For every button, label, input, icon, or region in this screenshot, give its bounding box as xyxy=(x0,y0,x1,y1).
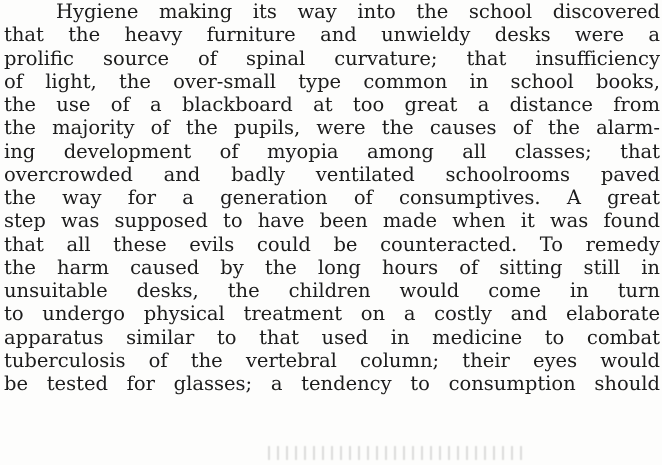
bleed-through-marks xyxy=(268,446,528,460)
text-line: the majority of the pupils, were the causes of the alarm- xyxy=(4,116,660,140)
text-line: Hygiene making its way into the school discovered xyxy=(56,0,660,23)
text-line: the use of a blackboard at too great a distance from xyxy=(4,93,660,116)
text-line: that all these evils could be counteracted. To remedy xyxy=(4,232,660,256)
text-line: to undergo physical treatment on a costly and elaborate xyxy=(4,302,660,326)
text-line: unsuitable desks, the children would come in turn xyxy=(4,279,660,302)
text-line: the harm caused by the long hours of sitting still in xyxy=(4,255,660,279)
text-line: prolific source of spinal curvature; that insufficiency xyxy=(4,46,660,70)
text-line: be tested for glasses; a tendency to consumption should xyxy=(4,372,660,395)
text-line: step was supposed to have been made when it was found xyxy=(4,209,660,233)
text-line: overcrowded and badly ventilated schoolrooms paved xyxy=(4,162,660,186)
text-line: ing development of myopia among all classes; that xyxy=(4,139,660,163)
text-line: that the heavy furniture and unwieldy desks were a xyxy=(4,23,660,47)
text-line: of light, the over-small type common in school books, xyxy=(4,69,660,93)
text-line: the way for a generation of consumptives. A great xyxy=(4,186,660,209)
text-line: apparatus similar to that used in medicine to combat xyxy=(4,325,660,349)
text-line: tuberculosis of the vertebral column; their eyes would xyxy=(4,348,660,372)
paragraph xyxy=(4,0,660,395)
